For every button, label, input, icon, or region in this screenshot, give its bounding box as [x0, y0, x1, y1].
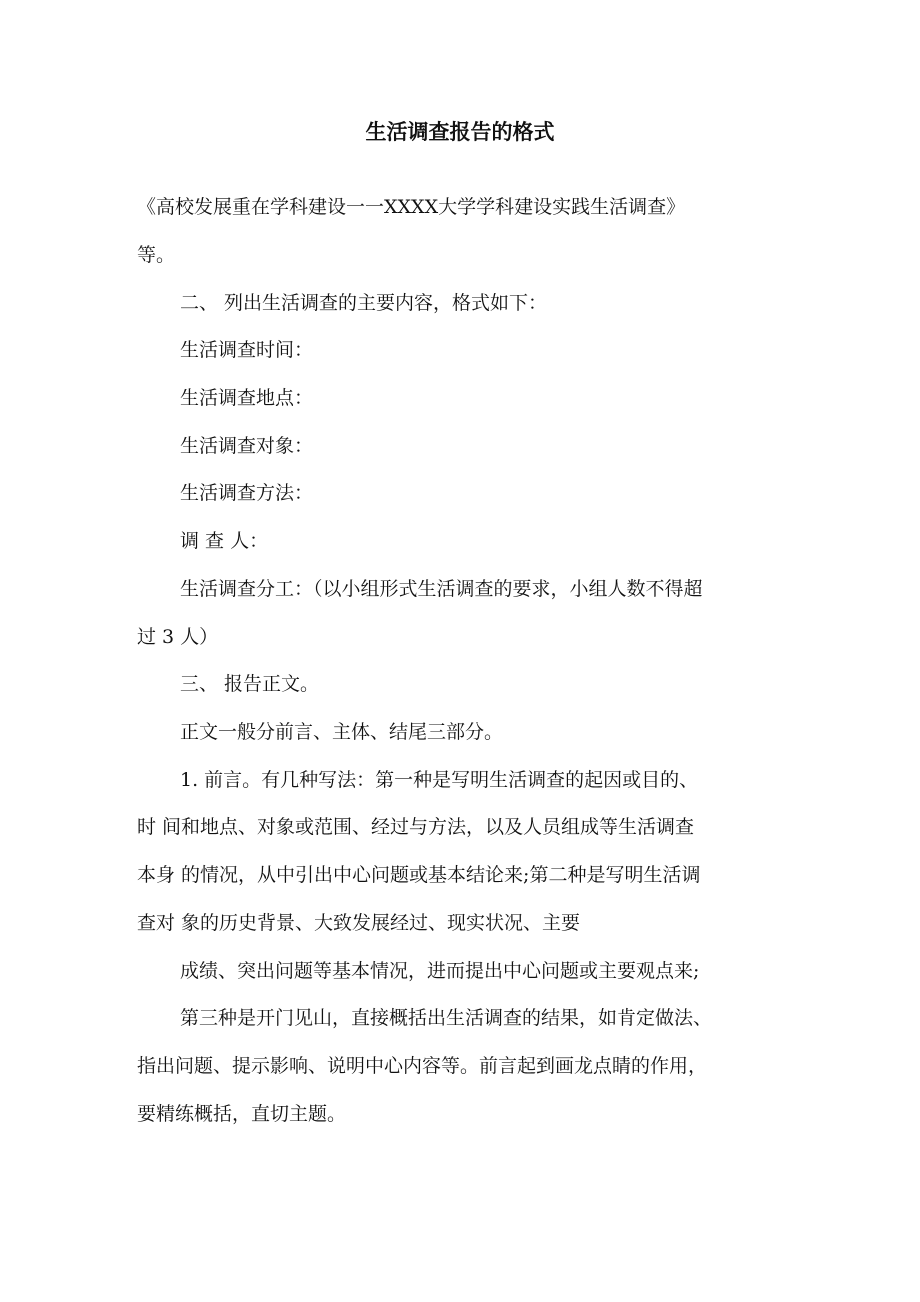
document-title: 生活调查报告的格式: [365, 120, 555, 144]
field-label-time: 生活调查时间：: [180, 339, 314, 361]
paragraph-line: 第三种是开门见山，直接概括出生活调查的结果，如肯定做法、: [180, 1007, 713, 1029]
paragraph-line: 1. 前言。有几种写法：第一种是写明生活调查的起因或目的、: [180, 769, 699, 791]
paragraph-line: 等。: [137, 244, 176, 266]
paragraph-line: 时 间和地点、对象或范围、经过与方法，以及人员组成等生活调查: [137, 816, 695, 838]
paragraph-line: 要精练概括，直切主题。: [137, 1103, 347, 1125]
paragraph-line: 正文一般分前言、主体、结尾三部分。: [180, 721, 504, 743]
field-label-method: 生活调查方法：: [180, 482, 314, 504]
field-label-division: 生活调查分工：（以小组形式生活调查的要求，小组人数不得超: [180, 578, 703, 600]
paragraph-line: 指出问题、提示影响、说明中心内容等。前言起到画龙点睛的作用，: [137, 1055, 708, 1077]
field-label-location: 生活调查地点：: [180, 387, 314, 409]
section-heading: 三、 报告正文。: [180, 673, 320, 695]
section-heading: 二、 列出生活调查的主要内容，格式如下：: [180, 292, 548, 314]
paragraph-line: 《高校发展重在学科建设一一XXXX大学学科建设实践生活调查》: [137, 196, 686, 218]
paragraph-line: 本身 的情况，从中引出中心问题或基本结论来;第二种是写明生活调: [137, 864, 701, 886]
field-label-subject: 生活调查对象：: [180, 435, 314, 457]
paragraph-line: 查对 象的历史背景、大致发展经过、现实状况、主要: [137, 912, 581, 934]
paragraph-line: 过 3 人）: [137, 626, 219, 648]
field-label-investigator: 调 查 人：: [180, 530, 269, 552]
paragraph-line: 成绩、突出问题等基本情况，进而提出中心问题或主要观点来;: [180, 960, 700, 982]
